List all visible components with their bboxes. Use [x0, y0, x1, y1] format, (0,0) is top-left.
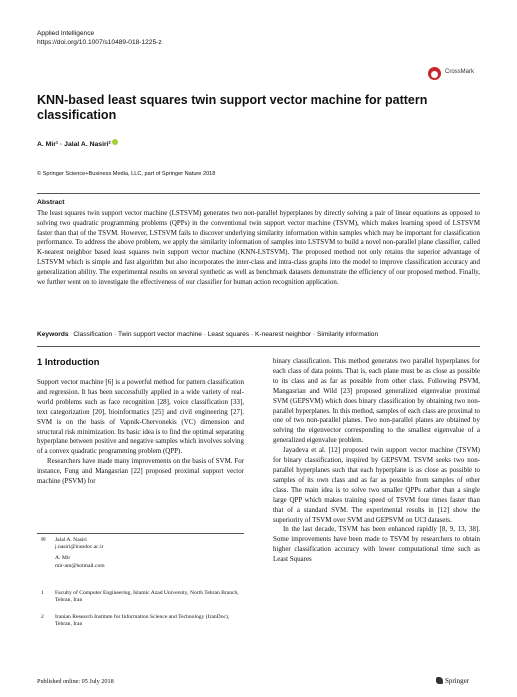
- abstract-heading: Abstract: [37, 199, 65, 206]
- keywords-line: [37, 331, 480, 338]
- footnote-divider: [37, 533, 244, 534]
- envelope-icon: ✉: [41, 537, 46, 543]
- affiliation-number: 1: [41, 590, 44, 596]
- doi-link[interactable]: https://doi.org/10.1007/s10489-018-1225-z: [37, 39, 162, 46]
- affiliation-number: 2: [41, 614, 44, 620]
- author-contacts: [37, 537, 244, 570]
- top-divider: [37, 193, 480, 194]
- publisher-name: Springer: [445, 677, 470, 685]
- keywords-divider: [37, 346, 480, 347]
- copyright-line: © Springer Science+Business Media, LLC, part of Springer Nature 2018: [37, 171, 216, 177]
- right-column: [273, 357, 480, 565]
- abstract-text: The least squares twin support vector machine (LSTSVM) generates two non-parallel hyperplanes by directly solving a pair of linear equations as opposed to solving two quadratic programming problems (QPPs) in the conventional twin support vector machine (TSVM), which makes learning speed of LSTSVM faster than that of the TSVM. However, LSTSVM fails to discover underlying similarity information within samples which may be important for classification performance. To address the above problem, we apply the similarity information of samples into LSTSVM to build a novel non-parallel plane classifier, called K-nearest neighbor based least squares twin support vector machine (KNN-LSTSVM). The proposed method not only retains the superior advantage of LSTSVM which is simple and fast algorithm but also incorporates the inter-class and intra-class graphs into the model to improve classification accuracy and generalization ability. The experimental results on several synthetic as well as benchmark datasets demonstrate the efficiency of our proposed method. Finally, we further went on to investigate the effectiveness of our classifier for human action recognition application.: [37, 209, 480, 286]
- crossmark-label: CrossMark: [445, 69, 475, 75]
- contact-email[interactable]: mir-am@hotmail.com: [55, 562, 105, 569]
- journal-name: Applied Intelligence: [37, 30, 95, 37]
- springer-logo: [436, 677, 469, 685]
- paragraph: Jayadeva et al. [12] proposed twin support vector machine (TSVM) for binary classification, inspired by GEPSVM. TSVM seeks two non-parallel hyperplanes such that each hyperplane is as close as possible to samples of its own class and as far as possible from samples of other class. The main idea is to solve two smaller QPPs rather than a single large QPP which makes training speed of TSVM four times faster than that of a standard SVM. The experimental results in [12] show the superiority of TSVM over SVM and GEPSVM on UCI datasets.: [273, 446, 480, 524]
- section-heading: 1 Introduction: [37, 356, 100, 367]
- affiliation-1: [37, 590, 244, 606]
- springer-horse-icon: [436, 677, 443, 684]
- affiliation-text: Iranian Research Institute for Information Science and Technology (IranDoc), Tehran, Iran: [55, 614, 230, 628]
- keywords-list: Classification · Twin support vector machine · Least squares · K-nearest neighbor · Similarity information: [73, 331, 379, 338]
- journal-header: [37, 29, 162, 47]
- affiliation-2: [37, 614, 244, 630]
- contact-name: A. Mir: [55, 555, 71, 562]
- orcid-icon[interactable]: [112, 139, 118, 145]
- paragraph: Support vector machine [6] is a powerful method for pattern classification and regression. It has been successfully applied in a wide variety of real-world problems such as face recognition [28], voice classification [33], text categorization [20], bioinformatics [25] and civil engineering [27]. SVM is on the basis of Vapnik-Chervonekis (VC) dimension and structural risk minimization. Its basic idea is to find the optimal separating hyperplane between positive and negative samples which involves solving of a convex quadratic programming problem (QPP).: [37, 378, 244, 456]
- contact-name: Jalal A. Nasiri: [55, 537, 87, 543]
- contact-entry: [37, 555, 244, 569]
- contact-email[interactable]: j.nasiri@irandoc.ac.ir: [55, 544, 104, 551]
- crossmark-icon: [428, 67, 441, 80]
- paragraph: Researchers have made many improvements on the basis of SVM. For instance, Fung and Mangasrian [22] proposed proximal support vector machine (PSVM) for: [37, 457, 244, 486]
- published-date: Published online: 05 July 2018: [37, 678, 114, 685]
- paragraph: In the last decade, TSVM has been enhanced rapidly [8, 9, 13, 38]. Some improvements have been made to TSVM by researchers to obtain higher classification accuracy with lower computational time such as Least Squares: [273, 525, 480, 564]
- contact-entry: [37, 537, 244, 551]
- affiliation-text: Faculty of Computer Engineering, Islamic Azad University, North Tehran Branch, Tehran, Iran: [55, 590, 239, 604]
- author-line: [37, 139, 118, 148]
- paragraph: binary classification. This method generates two parallel hyperplanes for each class of data points. That is, each plane must be as close as possible to its class and as far as possible from other class. Following PSVM, Mangasrian and Wild [23] proposed generalized eigenvalue proximal SVM (GEPSVM) which does binary classification by obtaining two non-parallel hyperplanes. In this method, samples of each class are proximal to one of two non-parallel planes. Two non-parallel planes are obtained by solving the eigenvector corresponding to the smallest eigenvalue of a generalized eigenvalue problem.: [273, 357, 480, 445]
- left-column: [37, 378, 244, 487]
- keywords-label: Keywords: [37, 331, 69, 338]
- authors: A. Mir¹ · Jalal A. Nasiri²: [37, 141, 111, 148]
- crossmark-badge[interactable]: [428, 66, 483, 86]
- paper-title: KNN-based least squares twin support vector machine for pattern classification: [37, 93, 428, 122]
